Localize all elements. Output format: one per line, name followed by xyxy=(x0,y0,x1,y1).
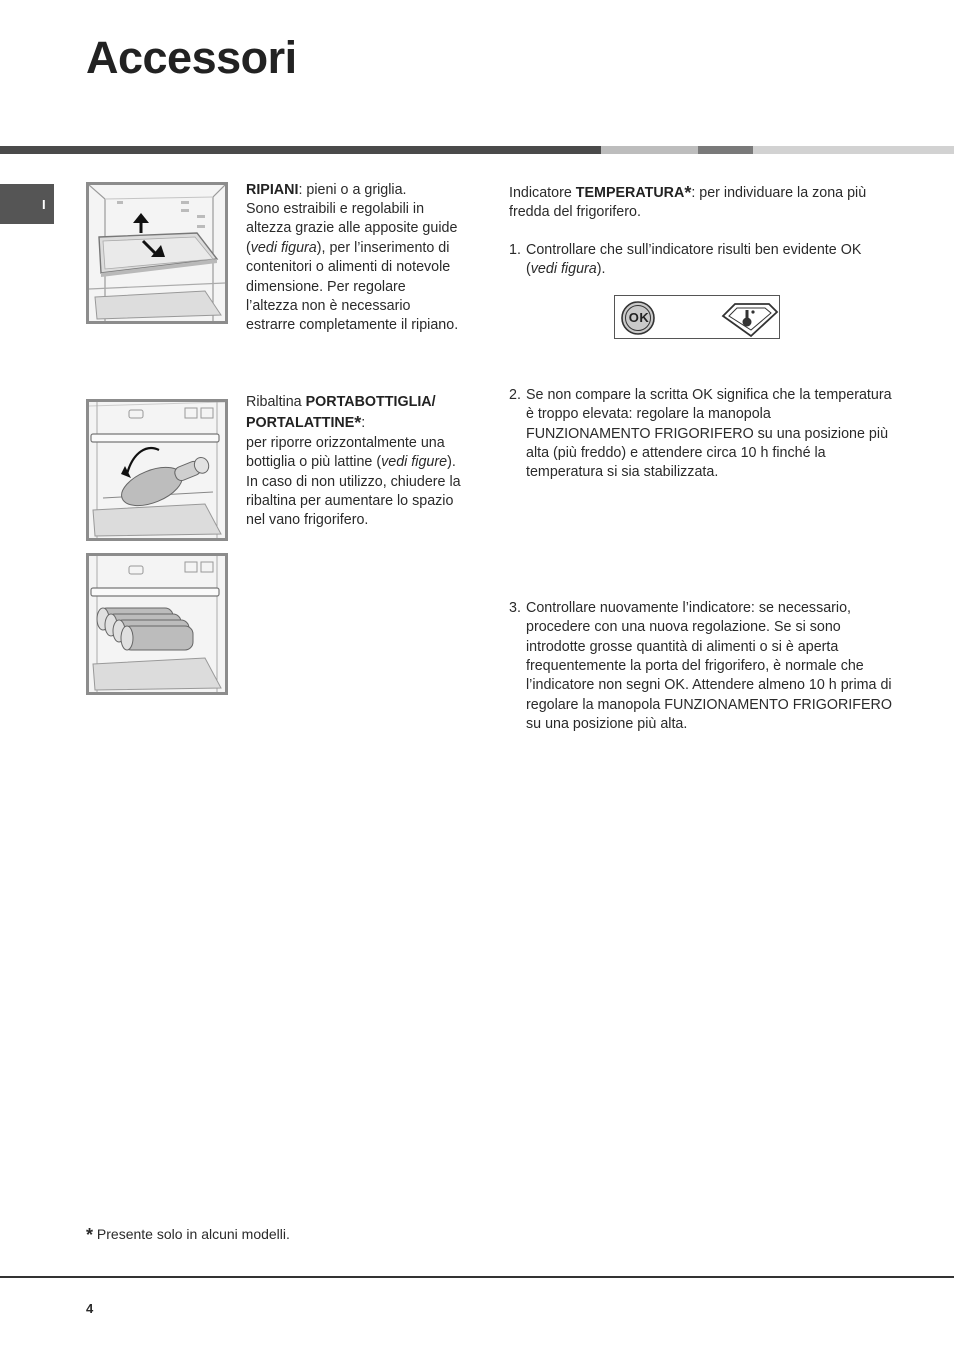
step-3-text: Controllare nuovamente l’indicatore: se necessario, procedere con una nuova regolazione. Se si sono introdotte grosse quantità di alimenti o si è aperta frequentemente la porta del frigorifero, è normale che l’indicatore non segni OK. Attendere almeno 10 h prima di regolare la manopola FUNZIONAMENTO FRIGORIFERO su una posizione più alta. xyxy=(526,599,892,733)
step-1-number: 1. xyxy=(509,242,521,258)
shelves-heading: RIPIANI xyxy=(246,182,299,198)
shelves-text-4: ), per l’inserimento di contenitori o alimenti di notevole dimensione. Per regolare l’altezza non è necessario estrarre completamente il ripiano. xyxy=(246,239,459,334)
cans-rack-illustration-icon xyxy=(89,556,225,692)
bottle-rack-heading-line-1 xyxy=(246,393,461,412)
step-1-text-3: ). xyxy=(596,261,606,278)
language-tab xyxy=(0,184,54,224)
step-2-text: Se non compare la scritta OK significa che la temperatura è troppo elevata: regolare la manopola FUNZIONAMENTO FRIGORIFERO su una posizione più alta (più freddo) e attendere circa 10 h finché la temperatura si sia stabilizzata. xyxy=(526,386,892,481)
shelves-description xyxy=(86,200,461,336)
bottle-rack-description xyxy=(246,393,461,531)
bottle-rack-body xyxy=(246,434,461,531)
bottle-rack-figure xyxy=(86,399,228,541)
step-3-number: 3. xyxy=(509,599,521,616)
shelves-text-1: : pieni o a griglia. xyxy=(298,182,407,198)
temperature-step-3 xyxy=(509,599,901,735)
bottle-rack-text-2: vedi figure xyxy=(381,454,448,471)
footnote-asterisk: * xyxy=(86,1225,94,1245)
bottle-rack-heading-line-2 xyxy=(246,412,461,433)
ok-indicator-box xyxy=(614,295,780,339)
temperature-heading: TEMPERATURA xyxy=(575,185,685,201)
bottle-rack-heading-2: PORTALATTINE xyxy=(246,415,355,432)
temperature-text: : per individuare la zona più fredda del frigorifero. xyxy=(509,185,867,221)
bottle-rack-text-1: per riporre orizzontalmente una bottiglia o più lattine ( xyxy=(246,434,445,471)
bottle-rack-prefix: Ribaltina xyxy=(246,394,306,410)
header-bar-light-2 xyxy=(753,146,954,154)
shelves-text-3: vedi figura xyxy=(250,239,317,256)
temperature-intro xyxy=(509,182,889,223)
temperature-step-2 xyxy=(509,386,896,483)
language-tab-label: I xyxy=(42,197,46,212)
temperature-warning-icon xyxy=(719,298,779,338)
shelves-float-spacer xyxy=(86,200,246,336)
step-1-text-2: vedi figura xyxy=(530,261,597,278)
bottle-rack-text-3: ). In caso di non utilizzo, chiudere la ribaltina per aumentare lo spazio nel vano frigorifero. xyxy=(246,454,461,529)
ok-label: OK xyxy=(628,310,650,325)
header-bar-dark xyxy=(0,146,601,154)
footnote xyxy=(86,1224,290,1244)
temperature-asterisk: * xyxy=(684,183,692,203)
temperature-step-1 xyxy=(509,241,896,280)
shelves-description-top xyxy=(246,181,461,200)
page-title: Accessori xyxy=(86,32,297,83)
bottle-rack-colon: : xyxy=(361,415,366,432)
bottle-rack-heading-1: PORTABOTTIGLIA/ xyxy=(305,394,436,410)
page-number: 4 xyxy=(86,1301,94,1316)
footnote-text: Presente solo in alcuni modelli. xyxy=(96,1226,290,1242)
cans-rack-figure xyxy=(86,553,228,695)
step-2-number: 2. xyxy=(509,386,521,403)
header-bar-mid xyxy=(698,146,753,154)
shelves-text-2: Sono estraibili e regolabili in altezza grazie alle apposite guide ( xyxy=(246,201,458,256)
header-bar-light-1 xyxy=(601,146,698,154)
bottle-rack-illustration-icon xyxy=(89,402,225,538)
footer-rule xyxy=(0,1276,954,1278)
bottle-rack-asterisk: * xyxy=(354,413,362,434)
step-1-text-1: Controllare che sull’indicatore risulti ben evidente OK ( xyxy=(526,242,862,278)
temperature-prefix: Indicatore xyxy=(509,185,576,201)
